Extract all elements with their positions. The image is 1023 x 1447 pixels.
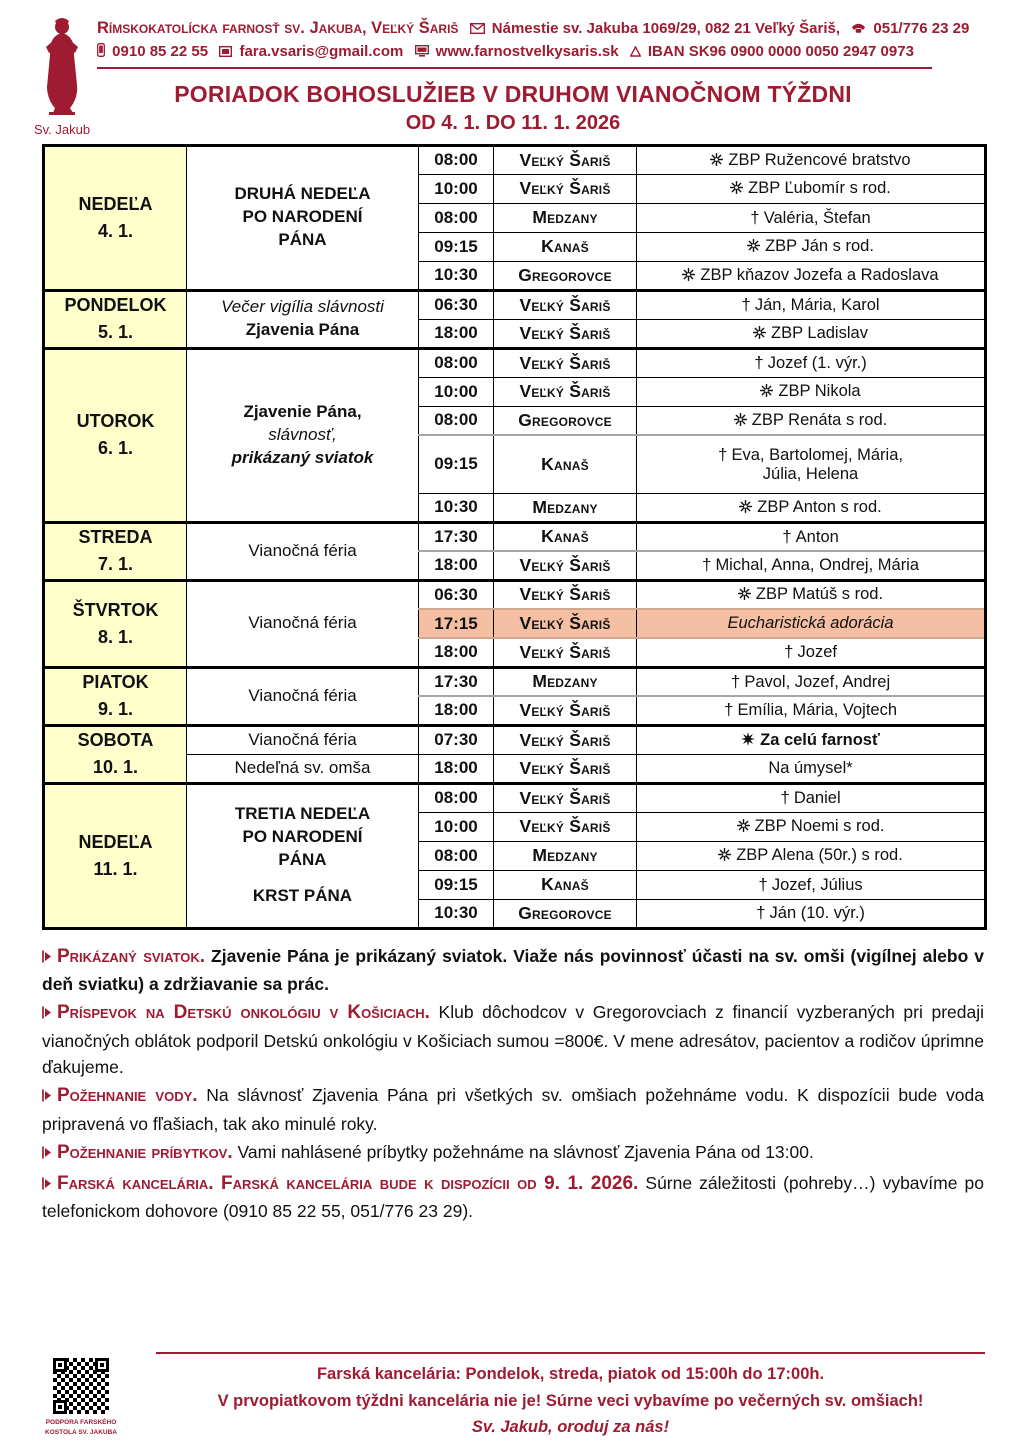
parish-name: Rímskokatolícka farnosť sv. Jakuba, Veľký Šariš: [97, 19, 459, 37]
intention-text: Ján (10. výr.): [769, 904, 865, 923]
envelope-icon: [470, 19, 485, 41]
intention-text: ZBP Alena (50r.) s rod.: [736, 846, 903, 865]
mass-place-cell: Veľký Šariš: [494, 609, 637, 638]
office-hours: Farská kancelária: Pondelok, streda, piatok od 15:00h do 17:00h.: [316, 1365, 825, 1383]
intention-text: Jozef (1. výr.): [767, 354, 867, 373]
day-name: NEDEĽA: [78, 831, 153, 852]
mass-time-cell: 08:00: [419, 783, 494, 812]
announcement-heading: Príspevok na Detskú onkológiu v Košiciach.: [57, 1002, 430, 1024]
feast-description-line: PO NARODENÍ: [242, 827, 363, 847]
mass-intention-cell: [637, 725, 986, 754]
parish-logo: [30, 16, 94, 137]
blessing-star-icon: [734, 413, 747, 426]
day-name: NEDEĽA: [78, 193, 153, 214]
mass-intention-cell: [637, 522, 986, 551]
mass-time-cell: 08:00: [419, 406, 494, 435]
blessing-star-icon: [739, 500, 752, 513]
mass-time-cell: 18:00: [419, 696, 494, 725]
note-bullet-icon: [42, 1146, 51, 1159]
feast-description-cell: [187, 580, 419, 667]
day-name: UTOROK: [76, 411, 155, 432]
intention-text: ZBP Nikola: [778, 382, 861, 401]
day-cell: [44, 580, 187, 667]
announcement-heading: Požehnanie príbytkov.: [57, 1142, 233, 1164]
mass-place-cell: Kanaš: [494, 435, 637, 493]
announcement-body: Súrne záležitosti (pohreby…) vybavíme po telefonickom dohovore (0910 85 22 55, 051/776 23 29).: [42, 1172, 984, 1222]
announcement-heading: Farská kancelária. Farská kancelária bude k dispozícii od 9. 1. 2026.: [57, 1172, 639, 1194]
feast-description-line: Nedeľná sv. omša: [234, 757, 371, 777]
announcement-body: Na slávnosť Zjavenia Pána pri všetkých sv. omšiach požehnáme vodu. K dispozícii bude voda pripravená vo fľašiach, tak ako minulé roky.: [42, 1085, 984, 1134]
blessing-star-icon: [747, 239, 760, 252]
parish-email: fara.vsaris@gmail.com: [239, 42, 404, 60]
mobile-phone-icon: [97, 42, 105, 64]
logo-caption: Sv. Jakub: [33, 122, 91, 137]
day-date: 5. 1.: [97, 322, 134, 343]
announcement: [42, 1170, 984, 1225]
qr-code: [52, 1357, 110, 1415]
day-date: 9. 1.: [97, 699, 134, 720]
mass-place-cell: Kanaš: [494, 232, 637, 261]
schedule-row: [44, 783, 986, 812]
day-date: 11. 1.: [93, 858, 138, 879]
intention-text: Ján, Mária, Karol: [754, 296, 880, 315]
mass-intention-cell: [637, 348, 986, 377]
intention-text: Pavol, Jozef, Andrej: [744, 672, 891, 691]
mass-intention-cell: [637, 319, 986, 348]
dagger-icon: †: [730, 671, 741, 691]
announcement-body: Klub dôchodcov v Gregorovciach z financií vyzberaných pri predaji vianočných oblátok podporil Detskú onkológiu v Košiciach sumou =800€. V mene adresátov, pacientov a rodičov úprimne ďakujeme.: [42, 1002, 985, 1078]
intention-text: ZBP kňazov Jozefa a Radoslava: [700, 265, 939, 284]
mass-intention-cell: [637, 812, 986, 841]
note-bullet-icon: [42, 1177, 51, 1190]
blessing-star-icon: [730, 181, 743, 194]
day-date: 10. 1.: [92, 757, 139, 778]
footer-divider: [156, 1352, 985, 1354]
page-title: PORIADOK BOHOSLUŽIEB V DRUHOM VIANOČNOM TÝŽDNI: [174, 80, 852, 107]
intention-text: ZBP Renáta s rod.: [751, 410, 888, 429]
intention-text: Jozef: [797, 643, 837, 662]
mass-time-cell: 18:00: [419, 638, 494, 667]
day-cell: [44, 290, 187, 348]
intention-text: Za celú farnosť: [760, 730, 880, 749]
intention-text: Emília, Mária, Vojtech: [737, 701, 898, 720]
mass-intention-cell: [637, 638, 986, 667]
feast-description-cell: [187, 522, 419, 580]
mass-time-cell: 08:00: [419, 203, 494, 232]
dagger-icon: †: [750, 207, 760, 227]
mass-place-cell: Medzany: [494, 841, 637, 870]
note-bullet-icon: [42, 950, 51, 963]
intention-text: ZBP Noemi s rod.: [754, 817, 885, 836]
dagger-icon: †: [723, 700, 734, 720]
feast-description-cell: [187, 783, 419, 928]
footer-main: [156, 1352, 985, 1441]
qr-block: [42, 1352, 120, 1441]
blessing-star-icon: [760, 384, 773, 397]
note-bullet-icon: [42, 1089, 51, 1102]
mass-time-cell: 08:00: [419, 145, 494, 174]
mass-time-cell: 10:30: [419, 493, 494, 522]
feast-description-line: slávnosť,: [268, 424, 337, 444]
day-name: ŠTVRTOK: [72, 599, 159, 620]
mass-time-cell: 06:30: [419, 290, 494, 319]
mass-intention-cell: [637, 174, 986, 203]
intention-text: Anton: [795, 527, 839, 546]
announcement-heading: Prikázaný sviatok.: [57, 945, 206, 967]
feast-description-cell: [187, 754, 419, 783]
mass-time-cell: 09:15: [419, 435, 494, 493]
day-name: SOBOTA: [77, 730, 154, 751]
feast-description-line: Zjavenia Pána: [245, 320, 360, 340]
mass-intention-cell: [637, 609, 986, 638]
schedule-row: [44, 580, 986, 609]
mass-place-cell: Veľký Šariš: [494, 754, 637, 783]
schedule-row: [44, 522, 986, 551]
day-date: 7. 1.: [97, 554, 134, 575]
announcement-body: Zjavenie Pána je prikázaný sviatok. Viaže nás povinnosť účasti na sv. omši (vigílnej alebo v deň sviatku) a zdržiavanie sa prác.: [42, 945, 984, 995]
intention-text: Eucharistická adorácia: [727, 614, 894, 633]
intention-text: Jozef, Július: [771, 875, 863, 894]
feast-description-line: Večer vigília slávnosti: [221, 297, 384, 317]
mass-place-cell: Veľký Šariš: [494, 290, 637, 319]
announcement: [42, 999, 984, 1080]
mass-place-cell: Veľký Šariš: [494, 580, 637, 609]
mass-place-cell: Veľký Šariš: [494, 377, 637, 406]
mass-time-cell: 08:00: [419, 841, 494, 870]
intention-text: Na úmysel*: [768, 758, 853, 777]
announcement: [42, 1082, 984, 1137]
mass-place-cell: Kanaš: [494, 522, 637, 551]
phone-icon: [851, 19, 866, 41]
schedule-row: [44, 290, 986, 319]
mass-time-cell: 17:30: [419, 667, 494, 696]
mass-time-cell: 08:00: [419, 348, 494, 377]
feast-description-line: DRUHÁ NEDEĽA: [234, 184, 371, 204]
header-divider: [97, 67, 932, 69]
page-subtitle: OD 4. 1. DO 11. 1. 2026: [405, 111, 621, 134]
day-name: STREDA: [78, 527, 153, 548]
mass-time-cell: 06:30: [419, 580, 494, 609]
mass-place-cell: Veľký Šariš: [494, 174, 637, 203]
bank-icon: [630, 42, 641, 64]
mass-intention-cell: [637, 290, 986, 319]
feast-description-line: TRETIA NEDEĽA: [234, 804, 371, 824]
announcement: [42, 1139, 984, 1168]
parish-website: www.farnostvelkysaris.sk: [435, 42, 619, 60]
intention-text: Júlia, Helena: [762, 464, 859, 483]
invocation: Sv. Jakub, oroduj za nás!: [471, 1418, 670, 1437]
mass-time-cell: 17:30: [419, 522, 494, 551]
mass-intention-cell: [637, 783, 986, 812]
dagger-icon: †: [701, 555, 712, 575]
mass-intention-cell: [637, 261, 986, 290]
day-date: 6. 1.: [97, 438, 134, 459]
blessing-star-icon: [738, 587, 751, 600]
announcement-heading: Požehnanie vody.: [57, 1085, 198, 1107]
announcements: [42, 943, 984, 1225]
mass-intention-cell: [637, 899, 986, 928]
mass-intention-cell: [637, 580, 986, 609]
blessing-star-icon: [753, 326, 766, 339]
intention-text: ZBP Anton s rod.: [757, 497, 882, 516]
dagger-icon: †: [718, 444, 728, 464]
dagger-icon: †: [782, 526, 792, 546]
intention-text: Daniel: [793, 789, 841, 808]
dagger-icon: †: [756, 903, 766, 923]
parish-iban: IBAN SK96 0900 0000 0050 2947 0973: [647, 42, 914, 60]
mass-time-cell: 18:00: [419, 551, 494, 580]
parish-header: [97, 0, 984, 69]
mass-time-cell: 10:30: [419, 899, 494, 928]
mass-intention-cell: [637, 232, 986, 261]
intention-text: Michal, Anna, Ondrej, Mária: [715, 556, 920, 575]
mass-time-cell: 09:15: [419, 232, 494, 261]
mass-place-cell: Veľký Šariš: [494, 783, 637, 812]
day-name: PONDELOK: [64, 295, 167, 316]
feast-description-cell: [187, 290, 419, 348]
mass-time-cell: 10:00: [419, 174, 494, 203]
dagger-icon: †: [741, 295, 751, 315]
intention-text: ZBP Matúš s rod.: [755, 585, 884, 604]
feast-description-line: Vianočná féria: [248, 613, 357, 633]
day-cell: [44, 348, 187, 522]
day-date: 8. 1.: [97, 626, 134, 647]
mass-place-cell: Kanaš: [494, 870, 637, 899]
solid-star-icon: [741, 732, 755, 746]
schedule-row: [44, 667, 986, 696]
parish-address: Námestie sv. Jakuba 1069/29, 082 21 Veľký Šariš,: [491, 20, 841, 37]
blessing-star-icon: [682, 268, 695, 281]
mass-intention-cell: [637, 551, 986, 580]
mass-place-cell: Gregorovce: [494, 899, 637, 928]
parish-mobile: 0910 85 22 55: [112, 42, 209, 60]
feast-description-line: Vianočná féria: [248, 729, 357, 749]
dagger-icon: †: [758, 874, 768, 894]
st-james-statue-icon: [33, 16, 91, 116]
mass-intention-cell: [637, 841, 986, 870]
day-cell: [44, 667, 187, 725]
blessing-star-icon: [710, 153, 723, 166]
mass-place-cell: Gregorovce: [494, 406, 637, 435]
feast-description-cell: [187, 667, 419, 725]
feast-description-cell: [187, 725, 419, 754]
mass-place-cell: Medzany: [494, 203, 637, 232]
day-cell: [44, 783, 187, 928]
mass-place-cell: Veľký Šariš: [494, 145, 637, 174]
blessing-star-icon: [718, 848, 731, 861]
day-name: PIATOK: [82, 672, 149, 693]
schedule-row: [44, 725, 986, 754]
intention-text: ZBP Ľubomír s rod.: [748, 179, 891, 198]
feast-description-line: prikázaný sviatok: [231, 447, 374, 467]
feast-description-line: KRST PÁNA: [252, 886, 353, 906]
mass-place-cell: Veľký Šariš: [494, 696, 637, 725]
intention-text: ZBP Ružencové bratstvo: [728, 150, 911, 169]
mass-place-cell: Veľký Šariš: [494, 812, 637, 841]
mass-time-cell: 18:00: [419, 754, 494, 783]
mass-intention-cell: [637, 406, 986, 435]
schedule-table: [42, 144, 987, 930]
announcement: [42, 943, 984, 998]
feast-description-line: Vianočná féria: [248, 540, 357, 560]
mass-time-cell: 18:00: [419, 319, 494, 348]
intention-text: Valéria, Štefan: [763, 208, 871, 227]
mass-time-cell: 10:30: [419, 261, 494, 290]
feast-description-line: Vianočná féria: [248, 685, 357, 705]
intention-text: Eva, Bartolomej, Mária,: [731, 445, 903, 464]
header-line-2: [97, 41, 984, 64]
mass-time-cell: 10:00: [419, 812, 494, 841]
mass-place-cell: Veľký Šariš: [494, 319, 637, 348]
qr-caption-line1: PODPORA FARSKÉHO: [45, 1419, 117, 1426]
dagger-icon: †: [784, 642, 794, 662]
intention-text: ZBP Ján s rod.: [765, 237, 874, 256]
day-date: 4. 1.: [97, 220, 134, 241]
mass-intention-cell: [637, 493, 986, 522]
qr-caption-line2: KOSTOLA SV. JAKUBA: [45, 1428, 117, 1436]
feast-description-line: PO NARODENÍ: [242, 207, 363, 227]
office-notice: V prvopiatkovom týždni kancelária nie je! Súrne veci vybavíme po večerných sv. omšiach!: [217, 1391, 924, 1410]
mass-time-cell: 07:30: [419, 725, 494, 754]
feast-description-line: PÁNA: [278, 850, 327, 870]
announcement-body: Vami nahlásené príbytky požehnáme na slávnosť Zjavenia Pána od 13:00.: [237, 1142, 814, 1163]
blessing-star-icon: [737, 819, 750, 832]
feast-description-line: PÁNA: [278, 230, 327, 250]
schedule-row: [44, 145, 986, 174]
header-line-1: [97, 17, 984, 41]
schedule-row: [44, 348, 986, 377]
mass-intention-cell: [637, 870, 986, 899]
dagger-icon: †: [780, 788, 790, 808]
mass-intention-cell: [637, 754, 986, 783]
page-footer: [42, 1352, 985, 1441]
mass-intention-cell: [637, 203, 986, 232]
intention-text: ZBP Ladislav: [771, 323, 868, 342]
mass-place-cell: Medzany: [494, 493, 637, 522]
mass-place-cell: Veľký Šariš: [494, 725, 637, 754]
mass-intention-cell: [637, 145, 986, 174]
mass-intention-cell: [637, 667, 986, 696]
mass-place-cell: Medzany: [494, 667, 637, 696]
feast-description-line: Zjavenie Pána,: [243, 401, 362, 421]
feast-description-cell: [187, 348, 419, 522]
schedule-table-body: [44, 145, 986, 928]
mass-intention-cell: [637, 435, 986, 493]
mass-place-cell: Veľký Šariš: [494, 551, 637, 580]
parish-phone: 051/776 23 29: [873, 20, 970, 37]
qr-caption: [42, 1418, 120, 1438]
mass-time-cell: 09:15: [419, 870, 494, 899]
mass-place-cell: Gregorovce: [494, 261, 637, 290]
mass-place-cell: Veľký Šariš: [494, 348, 637, 377]
mass-place-cell: Veľký Šariš: [494, 638, 637, 667]
mass-time-cell: 17:15: [419, 609, 494, 638]
day-cell: [44, 522, 187, 580]
feast-description-line: [191, 872, 414, 885]
day-cell: [44, 725, 187, 783]
day-cell: [44, 145, 187, 290]
note-bullet-icon: [42, 1006, 51, 1019]
mass-time-cell: 10:00: [419, 377, 494, 406]
mass-intention-cell: [637, 696, 986, 725]
website-icon: [415, 42, 429, 64]
dagger-icon: †: [754, 353, 764, 373]
feast-description-cell: [187, 145, 419, 290]
email-icon: [219, 42, 232, 64]
mass-intention-cell: [637, 377, 986, 406]
